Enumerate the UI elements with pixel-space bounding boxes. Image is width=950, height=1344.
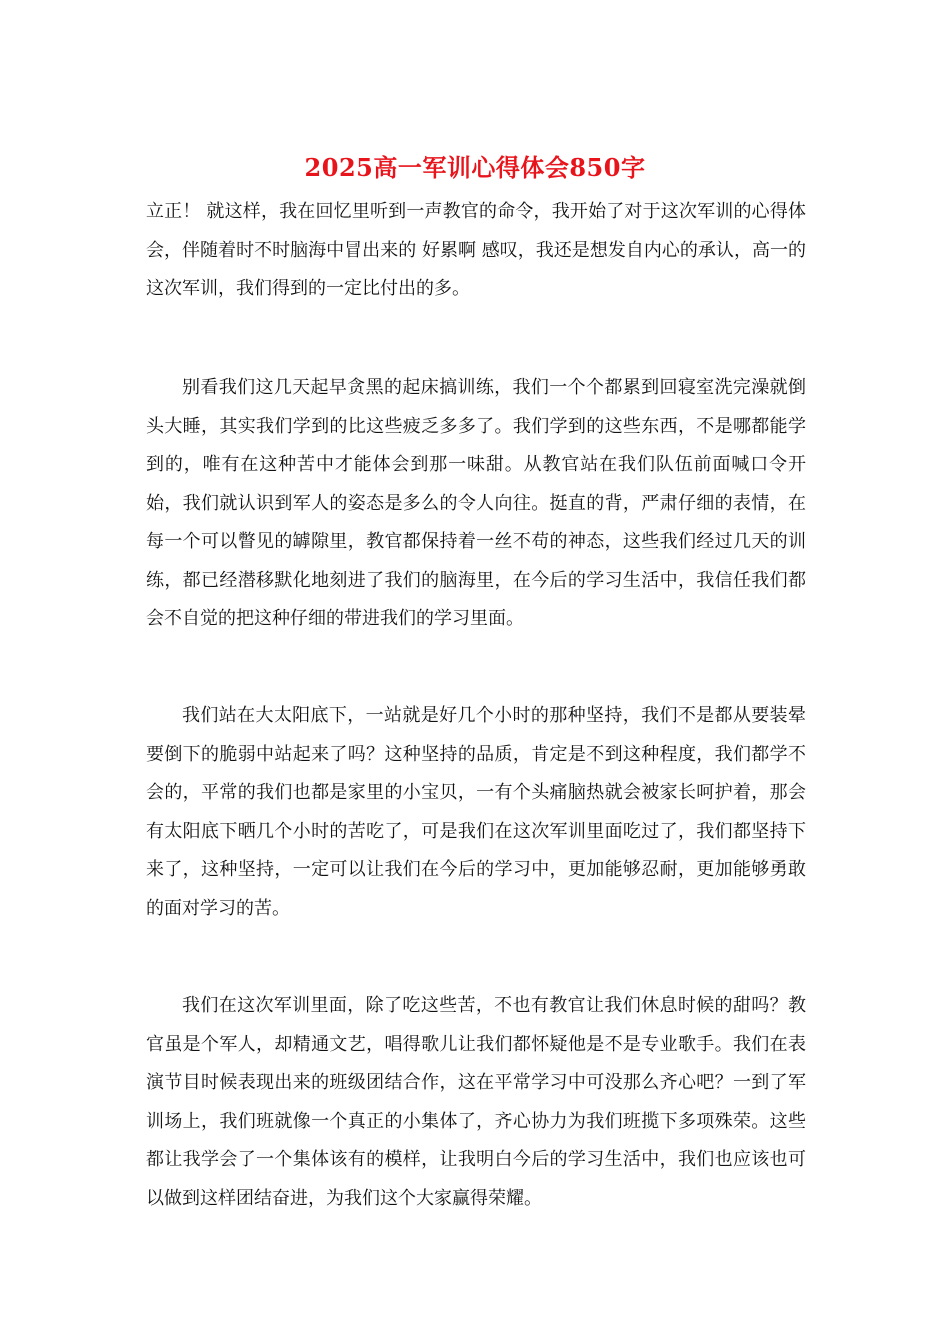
paragraph-3: 我们站在大太阳底下，一站就是好几个小时的那种坚持，我们不是都从要装晕要倒下的脆弱中站起来了吗？这种坚持的品质，肯定是不到这种程度，我们都学不会的，平常的我们也都是家里的小宝贝，一有个头痛脑热就会被家长呵护着，那会有太阳底下晒几个小时的苦吃了，可是我们在这次军训里面吃过了，我们都坚持下来了，这种坚持，一定可以让我们在今后的学习中，更加能够忍耐，更加能够勇敢的面对学习的苦。 xyxy=(146,705,806,919)
paragraph-1: 立正！ 就这样，我在回忆里听到一声教官的命令，我开始了对于这次军训的心得体会，伴随着时不时脑海中冒出来的 好累啊 感叹，我还是想发自内心的承认，高一的这次军训，我们得到的一定比付出的多。 xyxy=(146,201,806,299)
paragraph-4: 我们在这次军训里面，除了吃这些苦，不也有教官让我们休息时候的甜吗？教官虽是个军人，却精通文艺，唱得歌儿让我们都怀疑他是不是专业歌手。我们在表演节目时候表现出来的班级团结合作，这在平常学习中可没那么齐心吧？一到了军训场上，我们班就像一个真正的小集体了，齐心协力为我们班揽下多项殊荣。这些都让我学会了一个集体该有的模样，让我明白今后的学习生活中，我们也应该也可以做到这样团结奋进，为我们这个大家赢得荣耀。 xyxy=(146,995,806,1209)
paragraph-2: 别看我们这几天起早贪黑的起床搞训练，我们一个个都累到回寝室洗完澡就倒头大睡，其实我们学到的比这些疲乏多多了。我们学到的这些东西，不是哪都能学到的，唯有在这种苦中才能体会到那一味甜。从教官站在我们队伍前面喊口令开始，我们就认识到军人的姿态是多么的令人向往。挺直的背，严肃仔细的表情，在每一个可以瞥见的罅隙里，教官都保持着一丝不苟的神态，这些我们经过几天的训练，都已经潜移默化地刻进了我们的脑海里，在今后的学习生活中，我信任我们都会不自觉的把这种仔细的带进我们的学习里面。 xyxy=(146,377,806,629)
page-title: 2025高一军训心得体会850字 xyxy=(304,153,646,182)
